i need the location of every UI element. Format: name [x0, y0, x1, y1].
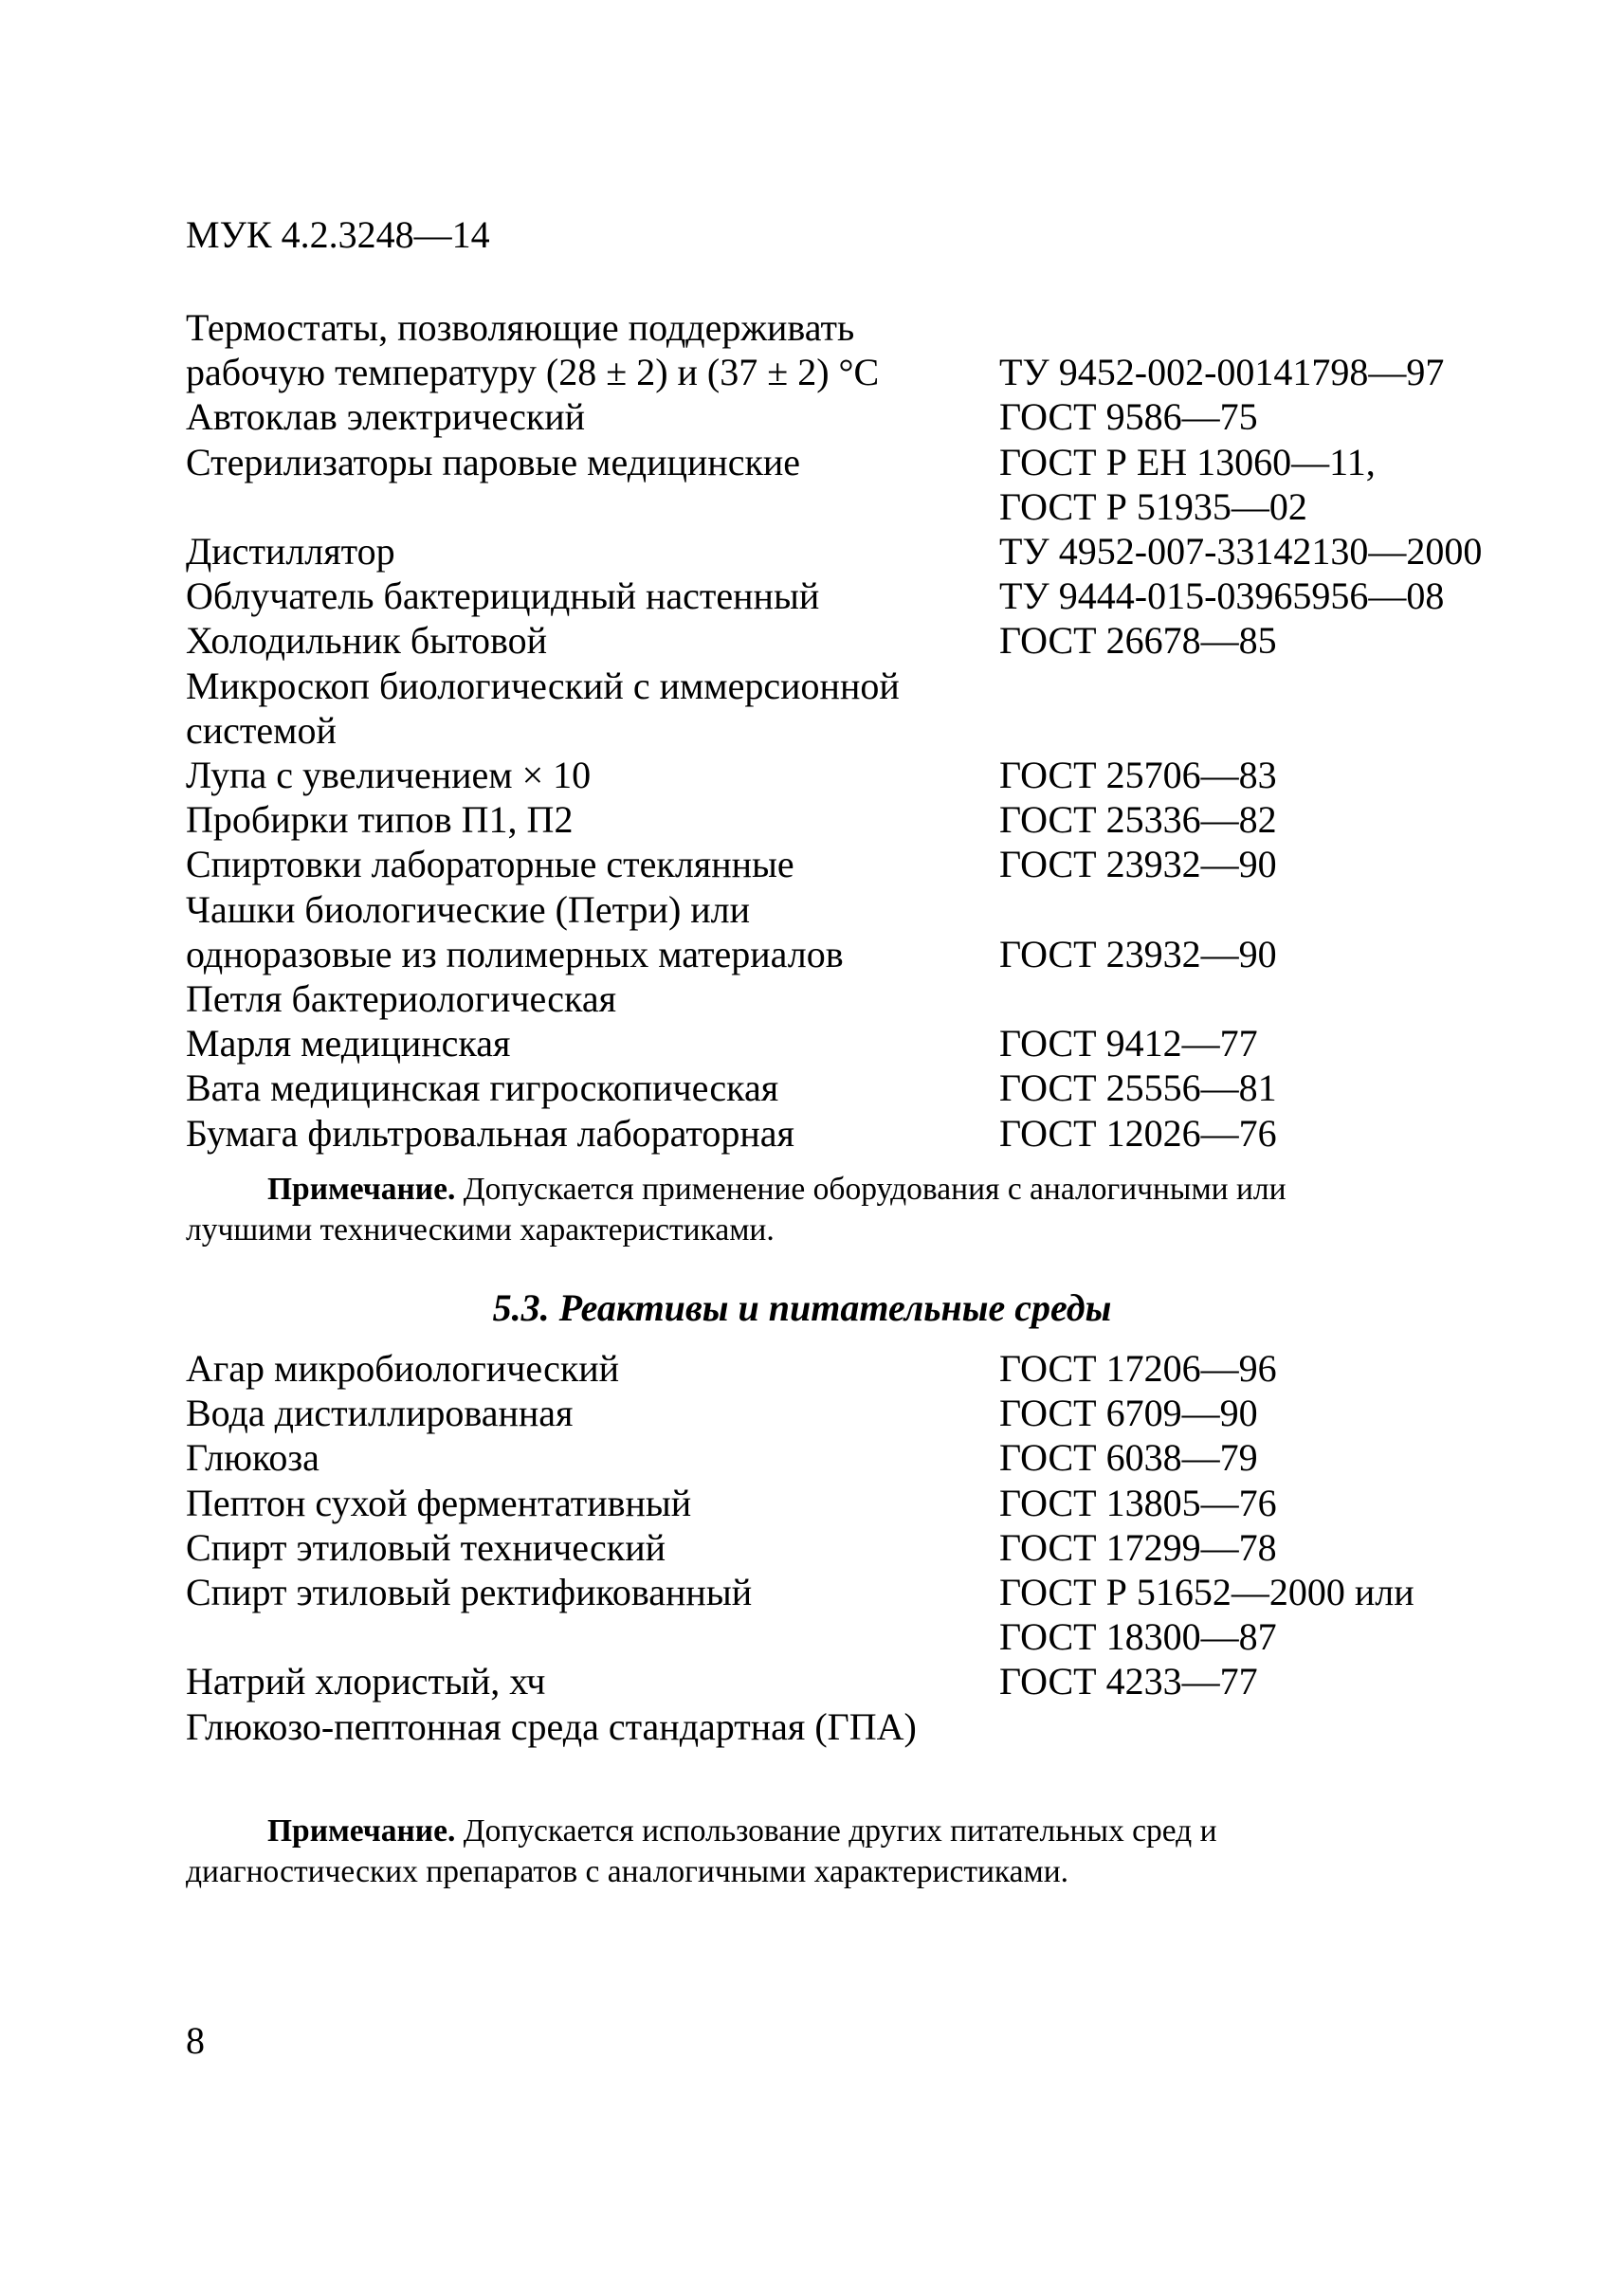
- note-text: Допускается использование других питательных сред и диагностических препаратов с аналогичными характеристиками.: [186, 1813, 1217, 1889]
- equipment-name: Автоклав электрический: [186, 395, 586, 439]
- equipment-name: Дистиллятор: [186, 530, 395, 574]
- reagents-list: [186, 1346, 1532, 1749]
- reagent-row: [186, 1525, 1532, 1570]
- equipment-row: [186, 305, 1532, 394]
- equipment-row: [186, 394, 1532, 439]
- equipment-name: Вата медицинская гигроскопическая: [186, 1066, 779, 1110]
- equipment-standard: ГОСТ 12026—76: [999, 1111, 1277, 1155]
- equipment-name: Спиртовки лабораторные стеклянные: [186, 843, 794, 886]
- reagent-row: [186, 1346, 1532, 1391]
- equipment-name: Пробирки типов П1, П2: [186, 798, 574, 842]
- reagent-standard: ГОСТ Р 51652—2000 или ГОСТ 18300—87: [999, 1571, 1414, 1659]
- reagent-standard: ГОСТ 4233—77: [999, 1660, 1258, 1703]
- reagent-standard: ГОСТ 6709—90: [999, 1392, 1258, 1435]
- equipment-name: Лупа с увеличением × 10: [186, 754, 592, 797]
- equipment-name: Холодильник бытовой: [186, 619, 548, 663]
- reagent-name: Спирт этиловый технический: [186, 1525, 666, 1569]
- equipment-name: Чашки биологические (Петри) или одноразовые из полимерных материалов: [186, 887, 844, 975]
- reagent-row: [186, 1435, 1532, 1480]
- equipment-row: [186, 753, 1532, 797]
- note-label: Примечание.: [267, 1813, 456, 1849]
- reagent-name: Вода дистиллированная: [186, 1392, 574, 1435]
- equipment-row: [186, 1066, 1532, 1110]
- equipment-row: [186, 1111, 1532, 1156]
- note-text: Допускается применение оборудования с аналогичными или лучшими техническими характеристиками.: [186, 1172, 1286, 1248]
- equipment-name: Облучатель бактерицидный настенный: [186, 574, 820, 618]
- equipment-name: Стерилизаторы паровые медицинские: [186, 440, 801, 483]
- equipment-note: [186, 1169, 1418, 1250]
- equipment-list: [186, 305, 1532, 1156]
- equipment-name: Марля медицинская: [186, 1022, 511, 1066]
- reagent-name: Спирт этиловый ректификованный: [186, 1571, 753, 1614]
- reagent-name: Пептон сухой ферментативный: [186, 1481, 692, 1524]
- equipment-row: [186, 440, 1532, 529]
- equipment-standard: ГОСТ 9586—75: [999, 395, 1258, 439]
- reagent-name: Глюкоза: [186, 1436, 319, 1480]
- equipment-standard: ГОСТ 23932—90: [999, 932, 1277, 975]
- equipment-name: Бумага фильтровальная лабораторная: [186, 1111, 794, 1155]
- equipment-row: [186, 887, 1532, 976]
- reagents-note: [186, 1811, 1418, 1892]
- note-label: Примечание.: [267, 1172, 456, 1207]
- equipment-name: Микроскоп биологический с иммерсионной системой: [186, 664, 900, 752]
- equipment-standard: ГОСТ 23932—90: [999, 843, 1277, 886]
- reagent-standard: ГОСТ 6038—79: [999, 1436, 1258, 1480]
- equipment-standard: ГОСТ 25336—82: [999, 798, 1277, 842]
- equipment-row: [186, 574, 1532, 618]
- reagent-name: Натрий хлористый, хч: [186, 1660, 546, 1703]
- equipment-row: [186, 976, 1532, 1021]
- equipment-standard: ГОСТ 9412—77: [999, 1022, 1258, 1066]
- equipment-row: [186, 529, 1532, 574]
- equipment-standard: ТУ 4952-007-33142130—2000: [999, 530, 1483, 574]
- equipment-standard: ТУ 9452-002-00141798—97: [999, 351, 1445, 394]
- reagent-standard: ГОСТ 17206—96: [999, 1347, 1277, 1390]
- equipment-name: Петля бактериологическая: [186, 977, 616, 1021]
- equipment-standard: ГОСТ 25706—83: [999, 754, 1277, 797]
- equipment-name: Термостаты, позволяющие поддерживать рабочую температуру (28 ± 2) и (37 ± 2) °С: [186, 306, 880, 394]
- reagent-row: [186, 1704, 1532, 1749]
- equipment-row: [186, 842, 1532, 886]
- section-title: 5.3. Реактивы и питательные среды: [492, 1286, 1112, 1329]
- equipment-row: [186, 797, 1532, 842]
- reagent-row: [186, 1659, 1532, 1703]
- equipment-standard: ГОСТ Р ЕН 13060—11, ГОСТ Р 51935—02: [999, 440, 1376, 528]
- reagent-name: Глюкозо-пептонная среда стандартная (ГПА): [186, 1704, 917, 1748]
- page-number: 8: [186, 2019, 205, 2062]
- reagent-standard: ГОСТ 13805—76: [999, 1481, 1277, 1524]
- reagent-standard: ГОСТ 17299—78: [999, 1525, 1277, 1569]
- equipment-row: [186, 1021, 1532, 1066]
- document-code: МУК 4.2.3248—14: [186, 213, 490, 256]
- reagent-row: [186, 1481, 1532, 1525]
- equipment-standard: ГОСТ 25556—81: [999, 1066, 1277, 1110]
- equipment-row: [186, 664, 1532, 753]
- reagent-row: [186, 1391, 1532, 1435]
- reagent-name: Агар микробиологический: [186, 1347, 620, 1390]
- equipment-row: [186, 618, 1532, 663]
- equipment-standard: ТУ 9444-015-03965956—08: [999, 574, 1445, 618]
- reagent-row: [186, 1570, 1532, 1659]
- equipment-standard: ГОСТ 26678—85: [999, 619, 1277, 663]
